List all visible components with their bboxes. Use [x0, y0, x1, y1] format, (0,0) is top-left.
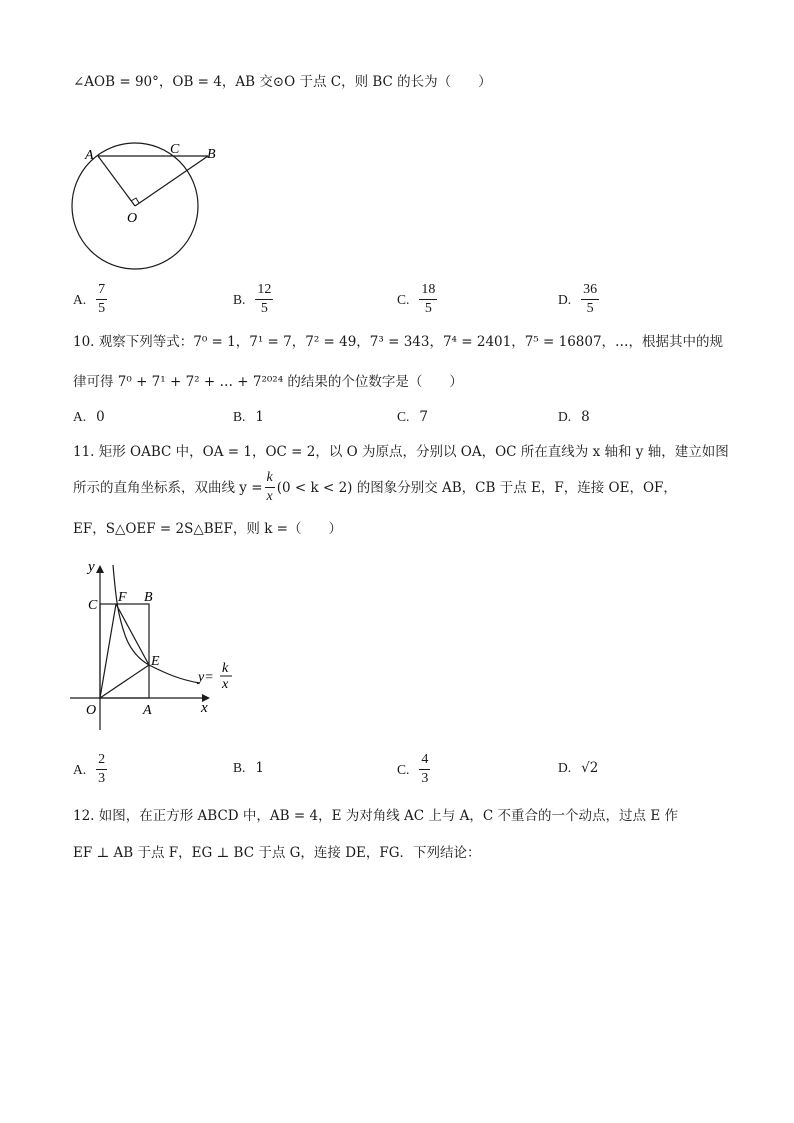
- q10-option-d-value: 8: [581, 409, 590, 425]
- q10-option-b-label: B.: [233, 409, 246, 424]
- q11-y-axis-arrow: [96, 565, 104, 573]
- q11-label-b: B: [144, 590, 153, 605]
- q10-option-c-value: 7: [419, 409, 428, 425]
- q11-label-x: x: [201, 700, 208, 716]
- q10-stem-line-1: 10. 观察下列等式：7⁰ = 1，7¹ = 7，7² = 49，7³ = 343，7⁴ = 2401，7⁵ = 16807，…，根据其中的规: [73, 334, 724, 350]
- q9-option-d-value: $\frac{36}{5}$: [583, 282, 598, 316]
- q11-label-c: C: [88, 598, 98, 613]
- q11-option-a[interactable]: [73, 752, 107, 787]
- q11-label-a: A: [143, 703, 152, 718]
- q11-stem-k-over-x: $\frac{k}{x}$: [266, 470, 273, 504]
- q11-option-b[interactable]: [233, 760, 264, 776]
- q10-option-c[interactable]: [397, 409, 428, 425]
- q9-option-d-label: D.: [558, 291, 572, 307]
- q10-option-d[interactable]: [558, 409, 590, 425]
- q9-option-d[interactable]: [558, 282, 599, 317]
- q11-option-a-value: $\frac{2}{3}$: [98, 752, 106, 786]
- q10-option-c-label: C.: [397, 409, 410, 424]
- q11-option-d-label: D.: [558, 760, 572, 775]
- q11-option-c[interactable]: [397, 752, 430, 787]
- q11-line-of: [100, 604, 116, 698]
- q11-label-e: E: [151, 654, 160, 669]
- q11-label-y: y: [88, 559, 95, 575]
- q9-option-c-value: $\frac{18}{5}$: [421, 282, 436, 316]
- q11-stem-line-3: EF，S△OEF = 2S△BEF，则 k =（ ）: [73, 521, 342, 537]
- q10-option-b[interactable]: [233, 409, 264, 425]
- q10-option-d-label: D.: [558, 409, 572, 424]
- q11-line-ef: [116, 604, 149, 665]
- q12-stem-line-1: 12. 如图，在正方形 ABCD 中，AB = 4，E 为对角线 AC 上与 A，C 不重合的一个动点，过点 E 作: [73, 808, 678, 824]
- q9-option-c-label: C.: [397, 291, 410, 307]
- q9-option-a-label: A.: [73, 291, 87, 307]
- q9-label-b: B: [207, 147, 216, 162]
- q9-diagram: [60, 138, 240, 278]
- q11-label-f: F: [118, 590, 127, 605]
- q11-option-a-label: A.: [73, 761, 87, 777]
- q9-option-b[interactable]: [233, 282, 273, 317]
- q11-label-curve-x: x: [222, 677, 229, 692]
- q10-option-a-value: 0: [96, 409, 105, 425]
- q9-label-c: C: [170, 142, 180, 157]
- q9-option-c[interactable]: [397, 282, 437, 317]
- q11-option-b-label: B.: [233, 760, 246, 775]
- q9-option-a[interactable]: [73, 282, 107, 317]
- q11-line-oe: [100, 665, 149, 698]
- q11-diagram: [70, 555, 245, 730]
- q11-option-d[interactable]: [558, 760, 598, 776]
- q9-stem: ∠AOB = 90°，OB = 4，AB 交⊙O 于点 C，则 BC 的长为（ ）: [73, 74, 492, 90]
- q11-label-curve: y=: [198, 670, 214, 685]
- q11-option-d-value: √2: [581, 760, 599, 776]
- q9-option-b-value: $\frac{12}{5}$: [257, 282, 272, 316]
- q9-label-a: A: [85, 148, 94, 163]
- q10-stem-line-2: 律可得 7⁰ + 7¹ + 7² + … + 7²⁰²⁴ 的结果的个位数字是（ ）: [73, 374, 463, 390]
- q11-stem-line-2: [73, 470, 677, 505]
- q11-option-c-label: C.: [397, 761, 410, 777]
- q10-option-a[interactable]: [73, 409, 105, 425]
- q11-option-b-value: 1: [255, 760, 264, 776]
- q11-label-o: O: [86, 703, 97, 718]
- q11-stem-line-2-part-1: 所示的直角坐标系，双曲线 y =: [73, 479, 263, 496]
- q11-stem-line-1: 11. 矩形 OABC 中，OA = 1，OC = 2，以 O 为原点，分别以 OA，OC 所在直线为 x 轴和 y 轴，建立如图: [73, 444, 729, 460]
- q11-label-curve-k: k: [222, 661, 229, 676]
- q11-option-c-value: $\frac{4}{3}$: [421, 752, 429, 786]
- q9-label-o: O: [127, 211, 138, 226]
- q9-option-b-label: B.: [233, 291, 246, 307]
- q9-line-ao: [98, 156, 135, 206]
- q12-stem-line-2: EF ⊥ AB 于点 F，EG ⊥ BC 于点 G，连接 DE，FG．下列结论：: [73, 845, 481, 861]
- q10-option-a-label: A.: [73, 409, 87, 424]
- q9-option-a-value: $\frac{7}{5}$: [98, 282, 106, 316]
- q10-option-b-value: 1: [255, 409, 264, 425]
- q11-stem-line-2-part-2: (0 < k < 2) 的图象分别交 AB，CB 于点 E，F，连接 OE，OF，: [276, 479, 677, 496]
